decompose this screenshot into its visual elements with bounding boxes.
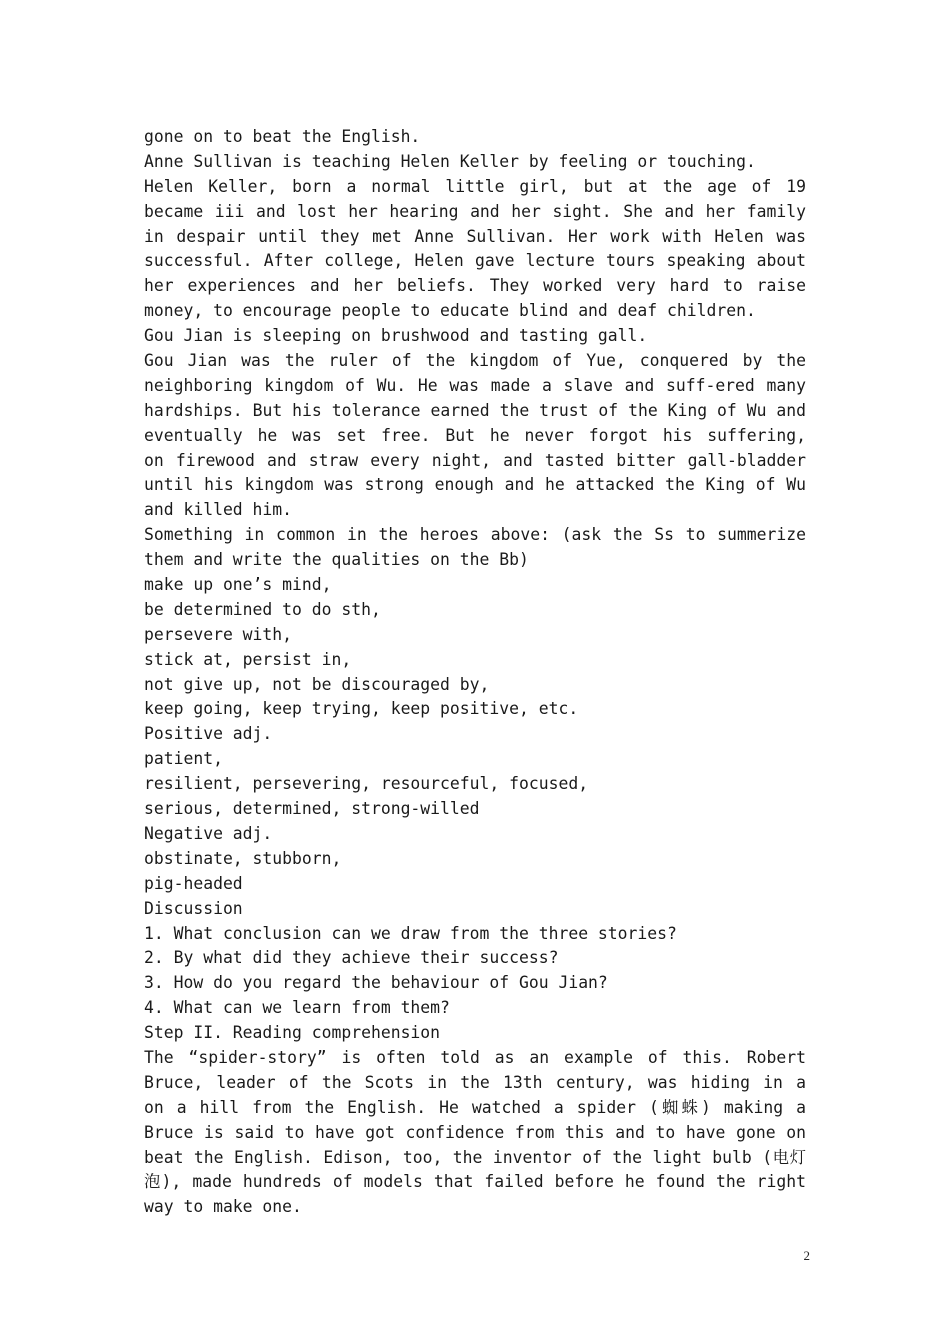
- text-line: them and write the qualities on the Bb): [144, 550, 529, 570]
- text-line: Gou Jian is sleeping on brushwood and tasting gall.: [144, 326, 648, 346]
- text-line: Positive adj.: [144, 724, 273, 744]
- text-line: 2. By what did they achieve their success?: [144, 948, 559, 968]
- text-line: serious, determined, strong-willed: [144, 799, 480, 819]
- text-line: gone on to beat the English.: [144, 127, 421, 146]
- text-line: The “spider-story” is often told as an example of this. Robert: [144, 1047, 806, 1067]
- text-line: hardships. But his tolerance earned the trust of the King of Wu and: [144, 400, 806, 420]
- text-line: in despair until they met Anne Sullivan. Her work with Helen was: [144, 226, 806, 246]
- text-line: neighboring kingdom of Wu. He was made a slave and suff-ered many: [144, 375, 806, 395]
- page-number: 2: [803, 1248, 810, 1263]
- text-line: not give up, not be discouraged by,: [144, 674, 490, 694]
- text-line: make up one’s mind,: [144, 575, 332, 595]
- text-line: eventually he was set free. But he never forgot his suffering,: [144, 425, 806, 445]
- text-line: Bruce is said to have got confidence from this and to have gone on: [144, 1122, 806, 1142]
- text-line: her experiences and her beliefs. They worked very hard to raise: [144, 276, 806, 296]
- text-line: stick at, persist in,: [144, 649, 352, 669]
- text-line: on firewood and straw every night, and tasted bitter gall-bladder: [144, 450, 806, 470]
- text-line: Step II. Reading comprehension: [144, 1023, 441, 1043]
- text-line: Anne Sullivan is teaching Helen Keller by feeling or touching.: [144, 151, 756, 171]
- text-line: on a hill from the English. He watched a spider (蜘蛛) making a: [144, 1097, 806, 1117]
- text-line: until his kingdom was strong enough and he attacked the King of Wu: [144, 475, 806, 495]
- text-line: 3. How do you regard the behaviour of Gou Jian?: [144, 973, 608, 993]
- text-line: 泡), made hundreds of models that failed before he found the right: [144, 1172, 806, 1192]
- text-line: keep going, keep trying, keep positive, etc.: [144, 699, 579, 719]
- text-line: be determined to do sth,: [144, 599, 381, 619]
- document-body: [144, 125, 806, 1220]
- text-line: Negative adj.: [144, 823, 273, 843]
- text-line: way to make one.: [144, 1197, 302, 1217]
- text-line: Gou Jian was the ruler of the kingdom of Yue, conquered by the: [144, 351, 806, 371]
- text-line: Something in common in the heroes above: (ask the Ss to summerize: [144, 525, 806, 545]
- text-line: and killed him.: [144, 500, 293, 520]
- text-line: persevere with,: [144, 624, 293, 644]
- text-line: money, to encourage people to educate blind and deaf children.: [144, 301, 756, 321]
- text-line: Discussion: [144, 898, 243, 918]
- text-line: beat the English. Edison, too, the inventor of the light bulb (电灯: [144, 1147, 806, 1167]
- text-line: pig-headed: [144, 873, 243, 893]
- text-line: resilient, persevering, resourceful, focused,: [144, 774, 589, 794]
- text-line: patient,: [144, 749, 223, 769]
- text-line: 1. What conclusion can we draw from the three stories?: [144, 923, 677, 943]
- text-line: successful. After college, Helen gave lecture tours speaking about: [144, 251, 806, 271]
- text-line: 4. What can we learn from them?: [144, 998, 450, 1018]
- text-line: became iii and lost her hearing and her sight. She and her family: [144, 201, 806, 221]
- text-line: Helen Keller, born a normal little girl, but at the age of 19: [144, 176, 806, 196]
- text-line: obstinate, stubborn,: [144, 848, 342, 868]
- text-line: Bruce, leader of the Scots in the 13th century, was hiding in a: [144, 1072, 806, 1092]
